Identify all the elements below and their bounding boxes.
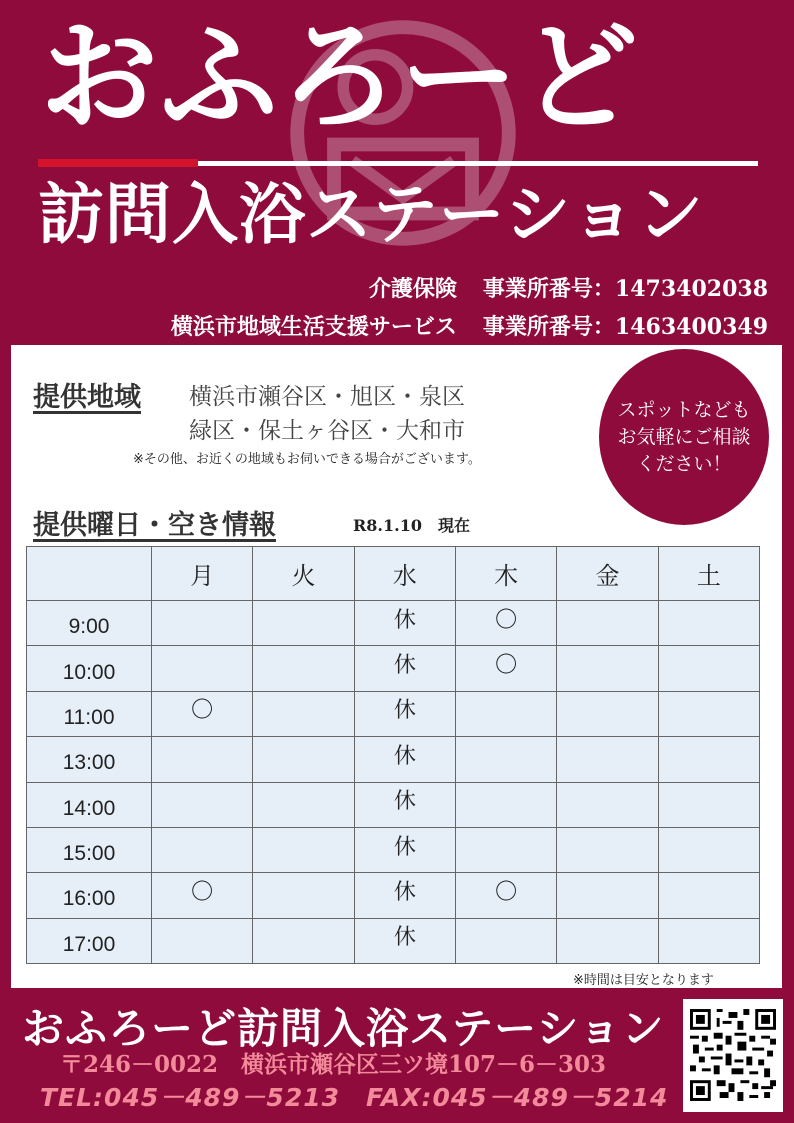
availability-cell xyxy=(658,737,759,782)
availability-cell xyxy=(557,737,658,782)
consult-bubble xyxy=(599,349,769,525)
title-white-bar xyxy=(198,161,758,166)
bubble-line-3: ください！ xyxy=(636,452,732,475)
availability-cell xyxy=(253,601,354,646)
availability-cell xyxy=(253,873,354,918)
service-area-note: ※その他、お近くの地域もお伺いできる場合がございます。 xyxy=(133,452,481,467)
time-cell: 17:00 xyxy=(27,918,152,963)
availability-cell: 〇 xyxy=(152,873,253,918)
availability-cell xyxy=(152,782,253,827)
schedule-row xyxy=(27,737,760,782)
day-header: 木 xyxy=(455,547,556,601)
license-1-label: 介護保険 xyxy=(368,276,457,302)
license-2-number: 1463400349 xyxy=(614,314,768,340)
availability-cell xyxy=(455,737,556,782)
availability-cell: 〇 xyxy=(455,873,556,918)
service-area-line-2: 緑区・保土ヶ谷区・大和市 xyxy=(189,418,465,444)
footer-address: 〒246－0022 横浜市瀬谷区三ツ境107－6－303 xyxy=(60,1051,607,1078)
availability-cell: 休 xyxy=(354,918,455,963)
availability-cell xyxy=(152,601,253,646)
license-2-key: 事業所番号： xyxy=(482,314,615,340)
availability-cell xyxy=(152,646,253,691)
license-1-number: 1473402038 xyxy=(614,276,768,302)
availability-cell xyxy=(658,691,759,736)
availability-cell xyxy=(658,646,759,691)
sub-title: 訪問入浴ステーション xyxy=(38,175,705,253)
time-cell: 13:00 xyxy=(27,737,152,782)
availability-cell xyxy=(152,918,253,963)
service-area-label: 提供地域 xyxy=(33,382,141,413)
schedule-row xyxy=(27,646,760,691)
footer-fax: FAX:045－489－5214 xyxy=(366,1083,669,1112)
availability-cell xyxy=(557,918,658,963)
availability-cell: 休 xyxy=(354,827,455,872)
time-cell: 15:00 xyxy=(27,827,152,872)
availability-cell xyxy=(557,601,658,646)
time-cell: 10:00 xyxy=(27,646,152,691)
time-note: ※時間は目安となります xyxy=(573,973,714,988)
availability-cell xyxy=(455,691,556,736)
qr-code-icon xyxy=(690,1009,776,1101)
schedule-row xyxy=(27,691,760,736)
availability-cell xyxy=(253,827,354,872)
availability-cell xyxy=(455,782,556,827)
license-1-key: 事業所番号： xyxy=(482,276,615,302)
day-header: 月 xyxy=(152,547,253,601)
day-header: 土 xyxy=(658,547,759,601)
title-red-bar xyxy=(38,159,198,167)
availability-cell xyxy=(557,691,658,736)
availability-cell xyxy=(658,918,759,963)
bubble-line-1: スポットなども xyxy=(617,398,751,421)
schedule-as-of: R8.1.10 現在 xyxy=(353,516,470,535)
availability-cell xyxy=(152,737,253,782)
schedule-row xyxy=(27,782,760,827)
time-cell: 11:00 xyxy=(27,691,152,736)
availability-cell xyxy=(253,646,354,691)
availability-cell xyxy=(455,827,556,872)
time-cell: 14:00 xyxy=(27,782,152,827)
time-cell: 9:00 xyxy=(27,601,152,646)
availability-cell: 休 xyxy=(354,601,455,646)
schedule-row xyxy=(27,827,760,872)
main-title: おふろーど xyxy=(40,7,641,146)
day-header: 金 xyxy=(557,547,658,601)
footer-contact xyxy=(40,1078,668,1114)
availability-cell xyxy=(253,737,354,782)
availability-cell xyxy=(658,873,759,918)
service-area-line-1: 横浜市瀬谷区・旭区・泉区 xyxy=(189,384,465,410)
content-panel xyxy=(11,345,782,988)
availability-cell: 休 xyxy=(354,782,455,827)
availability-cell xyxy=(152,827,253,872)
availability-cell xyxy=(557,646,658,691)
footer-name: おふろーど訪問入浴ステーション xyxy=(22,1004,665,1053)
availability-cell xyxy=(658,782,759,827)
availability-cell: 〇 xyxy=(455,646,556,691)
availability-cell: 〇 xyxy=(152,691,253,736)
license-line-2 xyxy=(171,310,768,341)
availability-cell xyxy=(658,601,759,646)
availability-cell xyxy=(557,827,658,872)
availability-cell: 休 xyxy=(354,737,455,782)
day-header: 火 xyxy=(253,547,354,601)
schedule-table xyxy=(26,546,760,964)
availability-cell xyxy=(557,873,658,918)
availability-cell xyxy=(253,782,354,827)
availability-cell: 〇 xyxy=(455,601,556,646)
license-2-label: 横浜市地域生活支援サービス xyxy=(170,314,457,340)
footer-tel: TEL:045－489－5213 xyxy=(40,1083,341,1112)
schedule-header-row xyxy=(27,547,760,601)
schedule-row xyxy=(27,918,760,963)
license-line-1 xyxy=(369,272,768,303)
qr-code[interactable] xyxy=(683,999,783,1112)
bubble-line-2: お気軽にご相談 xyxy=(617,425,751,448)
availability-cell xyxy=(253,918,354,963)
schedule-row xyxy=(27,601,760,646)
availability-cell xyxy=(253,691,354,736)
header-corner-cell xyxy=(27,547,152,601)
availability-cell xyxy=(455,918,556,963)
availability-cell: 休 xyxy=(354,873,455,918)
availability-cell xyxy=(658,827,759,872)
availability-cell: 休 xyxy=(354,691,455,736)
time-cell: 16:00 xyxy=(27,873,152,918)
schedule-row xyxy=(27,873,760,918)
schedule-label: 提供曜日・空き情報 xyxy=(33,510,276,541)
availability-cell: 休 xyxy=(354,646,455,691)
availability-cell xyxy=(557,782,658,827)
day-header: 水 xyxy=(354,547,455,601)
